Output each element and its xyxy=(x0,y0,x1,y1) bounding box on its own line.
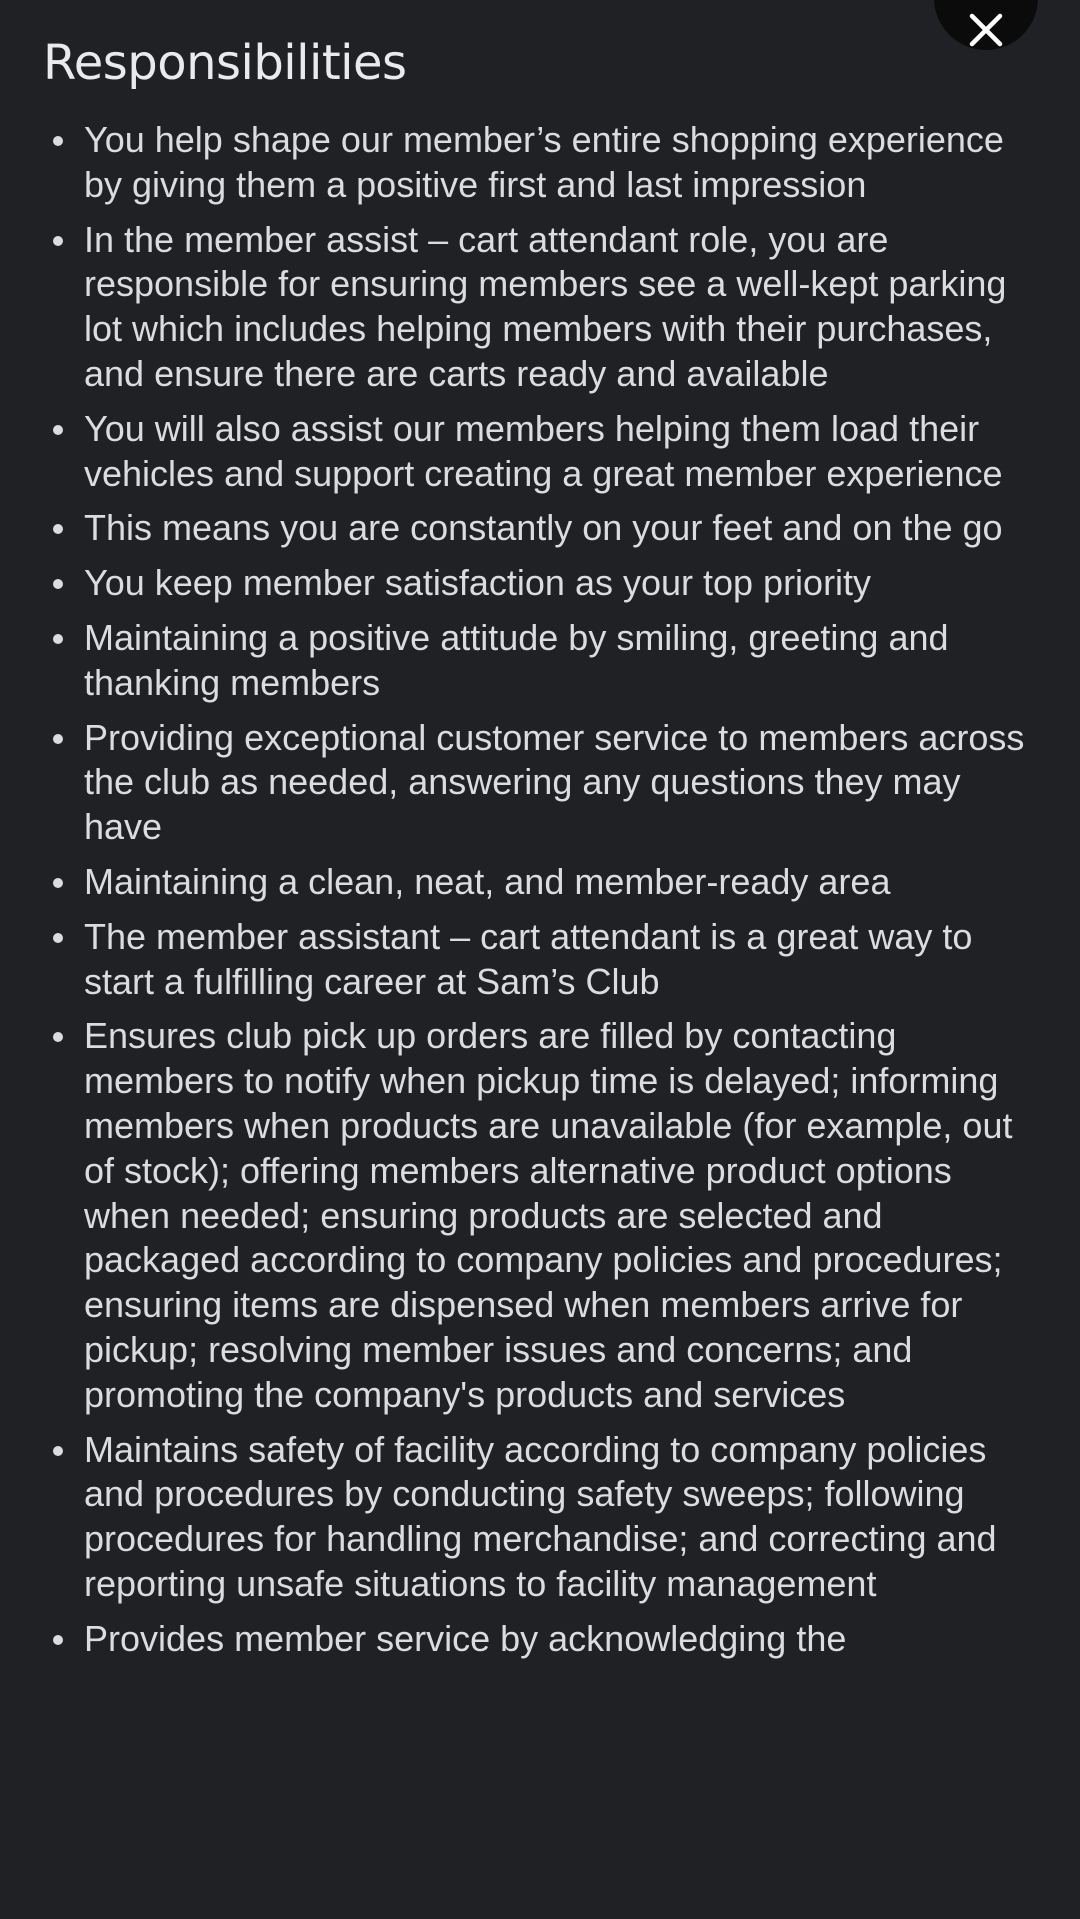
bullet-icon xyxy=(53,579,63,589)
list-item-text: Provides member service by acknowledging the xyxy=(84,1617,847,1659)
list-item xyxy=(0,506,1080,551)
responsibilities-list xyxy=(0,118,1080,1672)
list-item xyxy=(0,407,1080,497)
list-item-text: You keep member satisfaction as your top priority xyxy=(84,562,872,604)
bullet-icon xyxy=(53,1032,63,1042)
list-item xyxy=(0,561,1080,606)
bullet-icon xyxy=(53,236,63,246)
bullet-icon xyxy=(53,734,63,744)
close-icon xyxy=(966,10,1006,50)
list-item xyxy=(0,860,1080,905)
bullet-icon xyxy=(53,634,63,644)
bullet-icon xyxy=(53,1635,63,1645)
list-item-text: Ensures club pick up orders are filled by contacting members to notify when pickup time is delayed; informing members when products are unavailable (for example, out of stock); offering members alternative product options when needed; ensuring products are selected and packaged according to company policies and procedures; ensuring items are dispensed when members arrive for pickup; resolving member issues and concerns; and promoting the company's products and services xyxy=(84,1015,1013,1415)
list-item-text: Maintains safety of facility according to company policies and procedures by conducting safety sweeps; following procedures for handling merchandise; and correcting and reporting unsafe situations to facility management xyxy=(84,1428,997,1604)
list-item xyxy=(0,616,1080,706)
list-item xyxy=(0,1014,1080,1417)
bullet-icon xyxy=(53,425,63,435)
section-title: Responsibilities xyxy=(43,35,407,91)
bullet-icon xyxy=(53,878,63,888)
list-item xyxy=(0,218,1080,397)
list-item-text: Maintaining a positive attitude by smiling, greeting and thanking members xyxy=(84,616,949,703)
list-item xyxy=(0,716,1080,850)
list-item xyxy=(0,1428,1080,1607)
list-item xyxy=(0,118,1080,208)
list-item-text: You will also assist our members helping them load their vehicles and support creating a great member experience xyxy=(84,407,1003,494)
bullet-icon xyxy=(53,933,63,943)
close-button[interactable] xyxy=(934,0,1038,50)
list-item-text: Maintaining a clean, neat, and member-ready area xyxy=(84,860,891,902)
bullet-icon xyxy=(53,136,63,146)
list-item-text: This means you are constantly on your feet and on the go xyxy=(84,507,1003,549)
list-item-text: The member assistant – cart attendant is a great way to start a fulfilling career at Sam’s Club xyxy=(84,915,973,1002)
list-item-text: In the member assist – cart attendant role, you are responsible for ensuring members see a well-kept parking lot which includes helping members with their purchases, and ensure there are carts ready and available xyxy=(84,218,1007,394)
bullet-icon xyxy=(53,524,63,534)
list-item-text: You help shape our member’s entire shopping experience by giving them a positive first and last impression xyxy=(84,119,1004,205)
list-item xyxy=(0,915,1080,1005)
list-item-text: Providing exceptional customer service to members across the club as needed, answering any questions they may have xyxy=(84,716,1025,848)
bullet-icon xyxy=(53,1446,63,1456)
list-item xyxy=(0,1617,1080,1662)
